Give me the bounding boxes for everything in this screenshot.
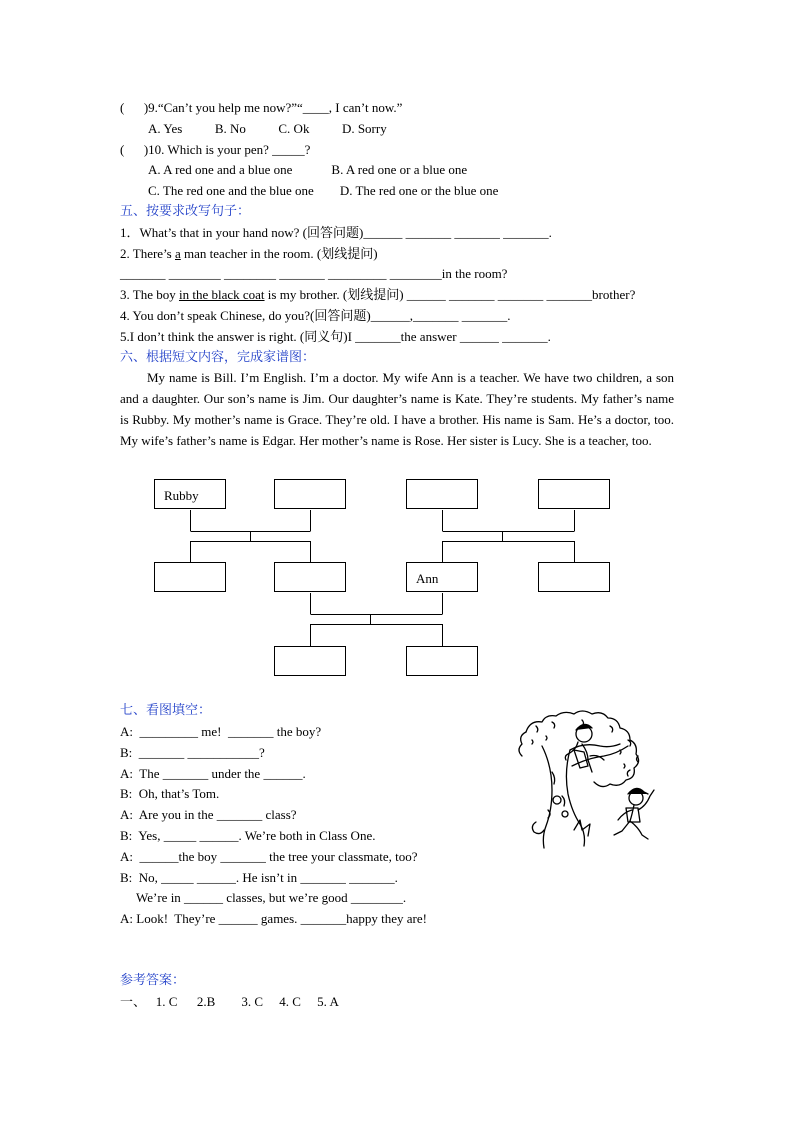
section-6-heading: 六、根据短文内容，完成家谱图： — [120, 350, 316, 365]
tree-box-wife-mother[interactable] — [538, 479, 610, 509]
dialogue-line-3: A: The _______ under the ______. — [120, 766, 306, 781]
tree-box-brother[interactable] — [154, 562, 226, 592]
answers-line: 一、 1. C 2.B 3. C 4. C 5. A — [120, 994, 339, 1009]
rewrite-sentence-2: 2. There’s a man teacher in the room. (划线提问) — [120, 246, 378, 261]
tree-box-wife[interactable]: Ann — [406, 562, 478, 592]
rewrite-sentence-5: 5.I don’t think the answer is right. (同义句)I _______the answer ______ _______. — [120, 329, 551, 344]
rewrite-sentence-1: 1．What’s that in your hand now? (回答问题)______ _______ _______ _______. — [120, 225, 552, 240]
rewrite-sentence-4: 4. You don’t speak Chinese, do you?(回答问题)______,_______ _______. — [120, 308, 511, 323]
dialogue-line-6: B: Yes, _____ ______. We’re both in Class One. — [120, 828, 376, 843]
rewrite-sentence-2-blanks: _______ ________ ________ _______ _________ ________in the room? — [120, 266, 508, 281]
tree-box-wife-father[interactable] — [406, 479, 478, 509]
tree-box-grandmother[interactable] — [274, 479, 346, 509]
dialogue-line-4: B: Oh, that’s Tom. — [120, 786, 220, 801]
question-9: ( )9.“Can’t you help me now?”“____, I can’t now.” — [120, 100, 403, 115]
dialogue-line-9: We’re in ______ classes, but we’re good ________. — [120, 890, 407, 905]
tree-box-daughter[interactable] — [406, 646, 478, 676]
tree-box-bill[interactable] — [274, 562, 346, 592]
question-10-options-2: C. The red one and the blue one D. The red one or the blue one — [148, 183, 499, 198]
question-10-options-1: A. A red one and a blue one B. A red one or a blue one — [148, 162, 468, 177]
dialogue-line-1: A: _________ me! _______ the boy? — [120, 724, 322, 739]
section-5-heading: 五、按要求改写句子： — [120, 204, 251, 219]
tree-box-son[interactable] — [274, 646, 346, 676]
tree-box-grandfather[interactable]: Rubby — [154, 479, 226, 509]
rewrite-sentence-3: 3. The boy in the black coat is my brother. (划线提问) ______ _______ _______ _______brother? — [120, 287, 636, 302]
answers-heading: 参考答案： — [120, 973, 186, 988]
dialogue-line-7: A: ______the boy _______ the tree your classmate, too? — [120, 849, 418, 864]
dialogue-line-5: A: Are you in the _______ class? — [120, 807, 297, 822]
dialogue-line-2: B: _______ ___________? — [120, 745, 265, 760]
tree-boys-illustration — [512, 710, 672, 860]
dialogue-line-10: A: Look! They’re ______ games. _______happy they are! — [120, 911, 427, 926]
tree-box-wife-sister[interactable] — [538, 562, 610, 592]
family-passage: My name is Bill. I’m English. I’m a doctor. My wife Ann is a teacher. We have two children, a son and a daughter. Our son’s name is Jim. Our daughter’s name is Kate. They’re students. My father’s name is Rubby. My mother’s name is Grace. They’re old. I have a brother. His name is Sam. He’s a doctor, too. My wife’s father’s name is Edgar. Her mother’s name is Rose. Her sister is Lucy. She is a teacher, too. — [120, 370, 674, 448]
question-9-options: A. Yes B. No C. Ok D. Sorry — [148, 121, 387, 136]
question-10: ( )10. Which is your pen? _____? — [120, 142, 311, 157]
section-7-heading: 七、看图填空： — [120, 703, 212, 718]
dialogue-line-8: B: No, _____ ______. He isn’t in _______ _______. — [120, 870, 398, 885]
